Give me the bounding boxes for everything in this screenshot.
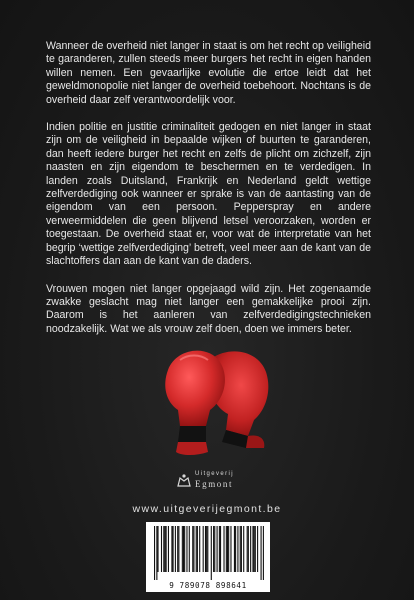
barcode-bar — [154, 526, 155, 580]
barcode-bar — [163, 526, 164, 572]
barcode-bar — [234, 526, 235, 572]
barcode-bar — [226, 526, 227, 572]
barcode-bar — [263, 526, 264, 580]
isbn-barcode — [146, 522, 270, 592]
barcode-bar — [219, 526, 220, 572]
barcode-bar — [211, 526, 212, 580]
barcode-bar — [177, 526, 178, 572]
barcode-bar — [184, 526, 185, 572]
barcode-bar — [228, 526, 229, 572]
barcode-bar — [248, 526, 249, 572]
barcode-bar — [217, 526, 218, 572]
barcode-bar — [156, 526, 157, 580]
barcode-bar — [214, 526, 215, 572]
barcode-bar — [168, 526, 169, 572]
barcode-bar — [255, 526, 256, 572]
barcode-bar — [206, 526, 207, 572]
barcode-bar — [240, 526, 241, 572]
publisher-name-line1: Uitgeverij — [195, 471, 235, 477]
isbn-digits: 9 789078 898641 — [169, 581, 247, 590]
barcode-bar — [161, 526, 162, 572]
barcode-bar — [199, 526, 200, 572]
barcode-bar — [189, 526, 190, 572]
barcode-bar — [157, 526, 158, 572]
barcode-icon — [154, 526, 264, 580]
barcode-bar — [237, 526, 238, 572]
publisher-website: www.uitgeverijegmont.be — [132, 503, 282, 515]
blurb-text — [46, 40, 371, 350]
publisher-logo — [175, 469, 255, 491]
barcode-bar — [183, 526, 184, 572]
barcode-bar — [213, 526, 214, 572]
barcode-bar — [250, 526, 251, 572]
barcode-bar — [254, 526, 255, 572]
barcode-bar — [220, 526, 221, 572]
barcode-bar — [257, 526, 258, 572]
barcode-bar — [207, 526, 208, 572]
barcode-bar — [186, 526, 187, 572]
barcode-bar — [182, 526, 183, 572]
barcode-bar — [178, 526, 179, 572]
barcode-bar — [197, 526, 198, 572]
barcode-bar — [261, 526, 262, 580]
barcode-bar — [203, 526, 204, 572]
barcode-bar — [247, 526, 248, 572]
barcode-bar — [173, 526, 174, 572]
boxing-gloves-icon — [150, 340, 280, 455]
barcode-bar — [243, 526, 244, 572]
barcode-bar — [166, 526, 167, 572]
barcode-bar — [192, 526, 193, 572]
barcode-bar — [230, 526, 231, 572]
barcode-bar — [235, 526, 236, 572]
barcode-bar — [205, 526, 206, 572]
barcode-bar — [241, 526, 242, 572]
blurb-paragraph-1: Wanneer de overheid niet langer in staat is om het recht op veiligheid te garanderen, zullen steeds meer burgers het recht in eigen handen willen nemen. Een gevaarlijke evolutie die ertoe leidt dat het geweldmonopolie niet langer de overheid toebehoort. Nochtans is de overheid daar zelf verantwoordelijk voor. — [46, 40, 371, 106]
blurb-paragraph-2: Indien politie en justitie criminaliteit gedogen en niet langer in staat zijn om de veiligheid in bepaalde wijken of buurten te garanderen, dan heeft iedere burger het recht en zelfs de plicht om zichzelf, zijn naasten en zijn eigendom te beschermen en te verdedigen. In landen zoals Duitsland, Frankrijk en Nederland geldt wettige zelfverdediging ook wanneer er sprake is van de aantasting van de eigendom van een persoon. Pepperspray en andere verweermiddelen die geen blijvend letsel veroorzaken, worden er toegestaan. De overheid staat er, voor wat de interpretatie van het begrip ‘wettige zelfverdediging’ betreft, veel meer aan de kant van de slachtoffers dan aan de kant van de daders. — [46, 121, 371, 268]
egmont-logo-icon — [175, 471, 193, 489]
barcode-bar — [223, 526, 224, 572]
barcode-bar — [252, 526, 253, 572]
barcode-bar — [193, 526, 194, 572]
barcode-bar — [171, 526, 172, 572]
blurb-paragraph-3: Vrouwen mogen niet langer opgejaagd wild zijn. Het zogenaamde zwakke geslacht mag niet langer een gemakkelijke prooi zijn. Daarom is het aanleren van zelfverdedigingstechnieken noodzakelijk. Wat we als vrouw zelf doen, doen we immers beter. — [46, 282, 371, 335]
barcode-bar — [227, 526, 228, 572]
barcode-bar — [196, 526, 197, 572]
barcode-bar — [175, 526, 176, 572]
barcode-bar — [164, 526, 165, 572]
publisher-name-line2: Egmont — [195, 479, 234, 489]
